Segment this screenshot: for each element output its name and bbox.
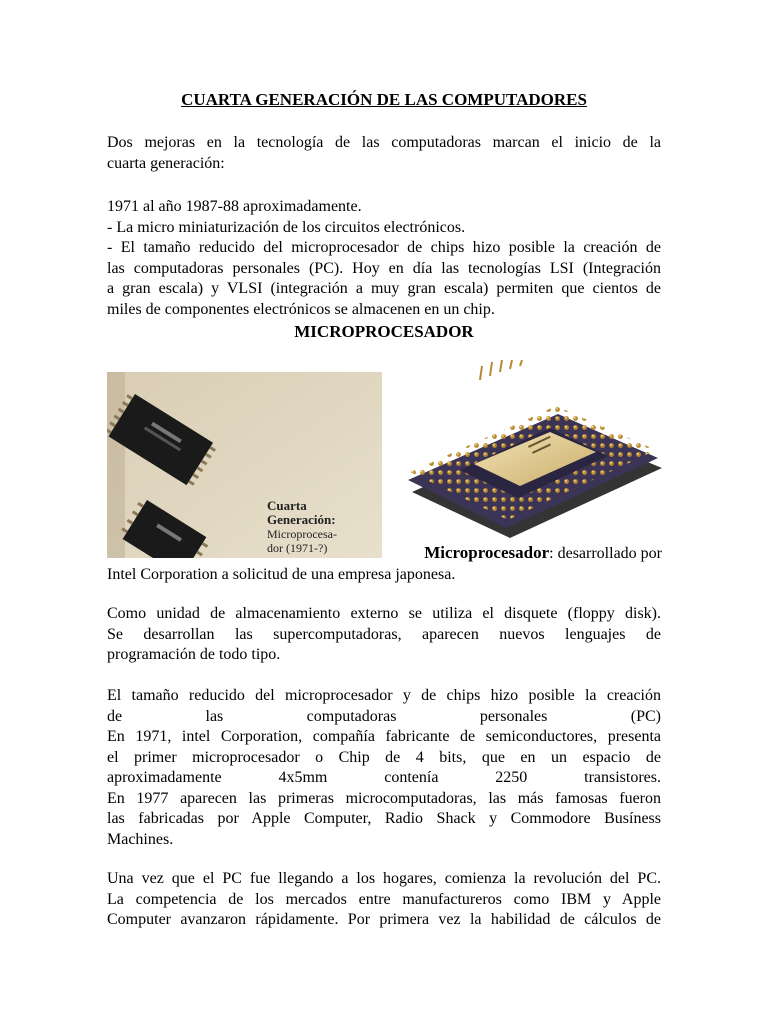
size-line: aproximadamente 4x5mm contenía 2250 transistores.: [107, 769, 661, 786]
fact-line: las computadoras personales (PC). Hoy en día las tecnologías LSI (Integración: [107, 259, 661, 277]
size-line: En 1971, intel Corporation, compañía fabricante de semiconductores, presenta: [107, 728, 661, 745]
cpu-chip-image: [400, 360, 666, 542]
document-title: CUARTA GENERACIÓN DE LAS COMPUTADORES: [181, 90, 587, 109]
scan-label-line: dor (1971-?): [267, 541, 328, 555]
size-line: El tamaño reducido del microprocesador y de chips hizo posible la creación: [107, 687, 661, 704]
storage-line: Como unidad de almacenamiento externo se utiliza el disquete (floppy disk).: [107, 605, 661, 622]
scan-label-line: Microprocesa-: [267, 527, 337, 541]
fact-line: - El tamaño reducido del microprocesador de chips hizo posible la creación de: [107, 239, 661, 256]
pc-line: La competencia de los mercados entre manufactureros como IBM y Apple: [107, 890, 661, 908]
caption-line: Intel Corporation a solicitud de una empresa japonesa.: [107, 566, 456, 583]
size-line: Machines.: [107, 830, 174, 848]
size-line: de las computadoras personales (PC): [107, 707, 661, 725]
fact-line: 1971 al año 1987-88 aproximadamente.: [107, 198, 362, 215]
scan-label-line: Generación:: [267, 512, 336, 527]
storage-line: programación de todo tipo.: [107, 646, 281, 663]
caption-term: Microprocesador: [424, 543, 550, 562]
size-paragraph: [107, 686, 661, 850]
generation-facts: [107, 197, 661, 320]
pc-paragraph: [107, 869, 661, 931]
fact-line: - La micro miniaturización de los circuitos electrónicos.: [107, 218, 466, 236]
intro-line: Dos mejoras en la tecnología de las computadoras marcan el inicio de la: [107, 134, 661, 151]
intro-line: cuarta generación:: [107, 154, 225, 172]
fact-line: miles de componentes electrónicos se almacenen en un chip.: [107, 300, 495, 318]
caption-continuation: [107, 565, 661, 586]
size-line: el primer microprocesador o Chip de 4 bits, que en un espacio de: [107, 748, 661, 766]
section-heading: MICROPROCESADOR: [294, 322, 474, 341]
image-caption: [407, 543, 662, 563]
microprocessor-scan-image: [107, 372, 382, 558]
storage-paragraph: [107, 604, 661, 666]
intro-paragraph: [107, 133, 661, 174]
pc-line: Una vez que el PC fue llegando a los hogares, comienza la revolución del PC.: [107, 870, 661, 887]
scan-label-line: Cuarta: [267, 498, 307, 513]
size-line: En 1977 aparecen las primeras microcomputadoras, las más famosas fueron: [107, 789, 661, 807]
size-line: las fabricadas por Apple Computer, Radio Shack y Commodore Busíness: [107, 810, 661, 827]
pc-line: Computer avanzaron rápidamente. Por primera vez la habilidad de cálculos de: [107, 911, 661, 928]
fact-line: a gran escala) y VLSI (integración a muy gran escala) permiten que cientos de: [107, 280, 661, 297]
caption-text: : desarrollado por: [549, 545, 662, 562]
storage-line: Se desarrollan las supercomputadoras, aparecen nuevos lenguajes de: [107, 625, 661, 643]
